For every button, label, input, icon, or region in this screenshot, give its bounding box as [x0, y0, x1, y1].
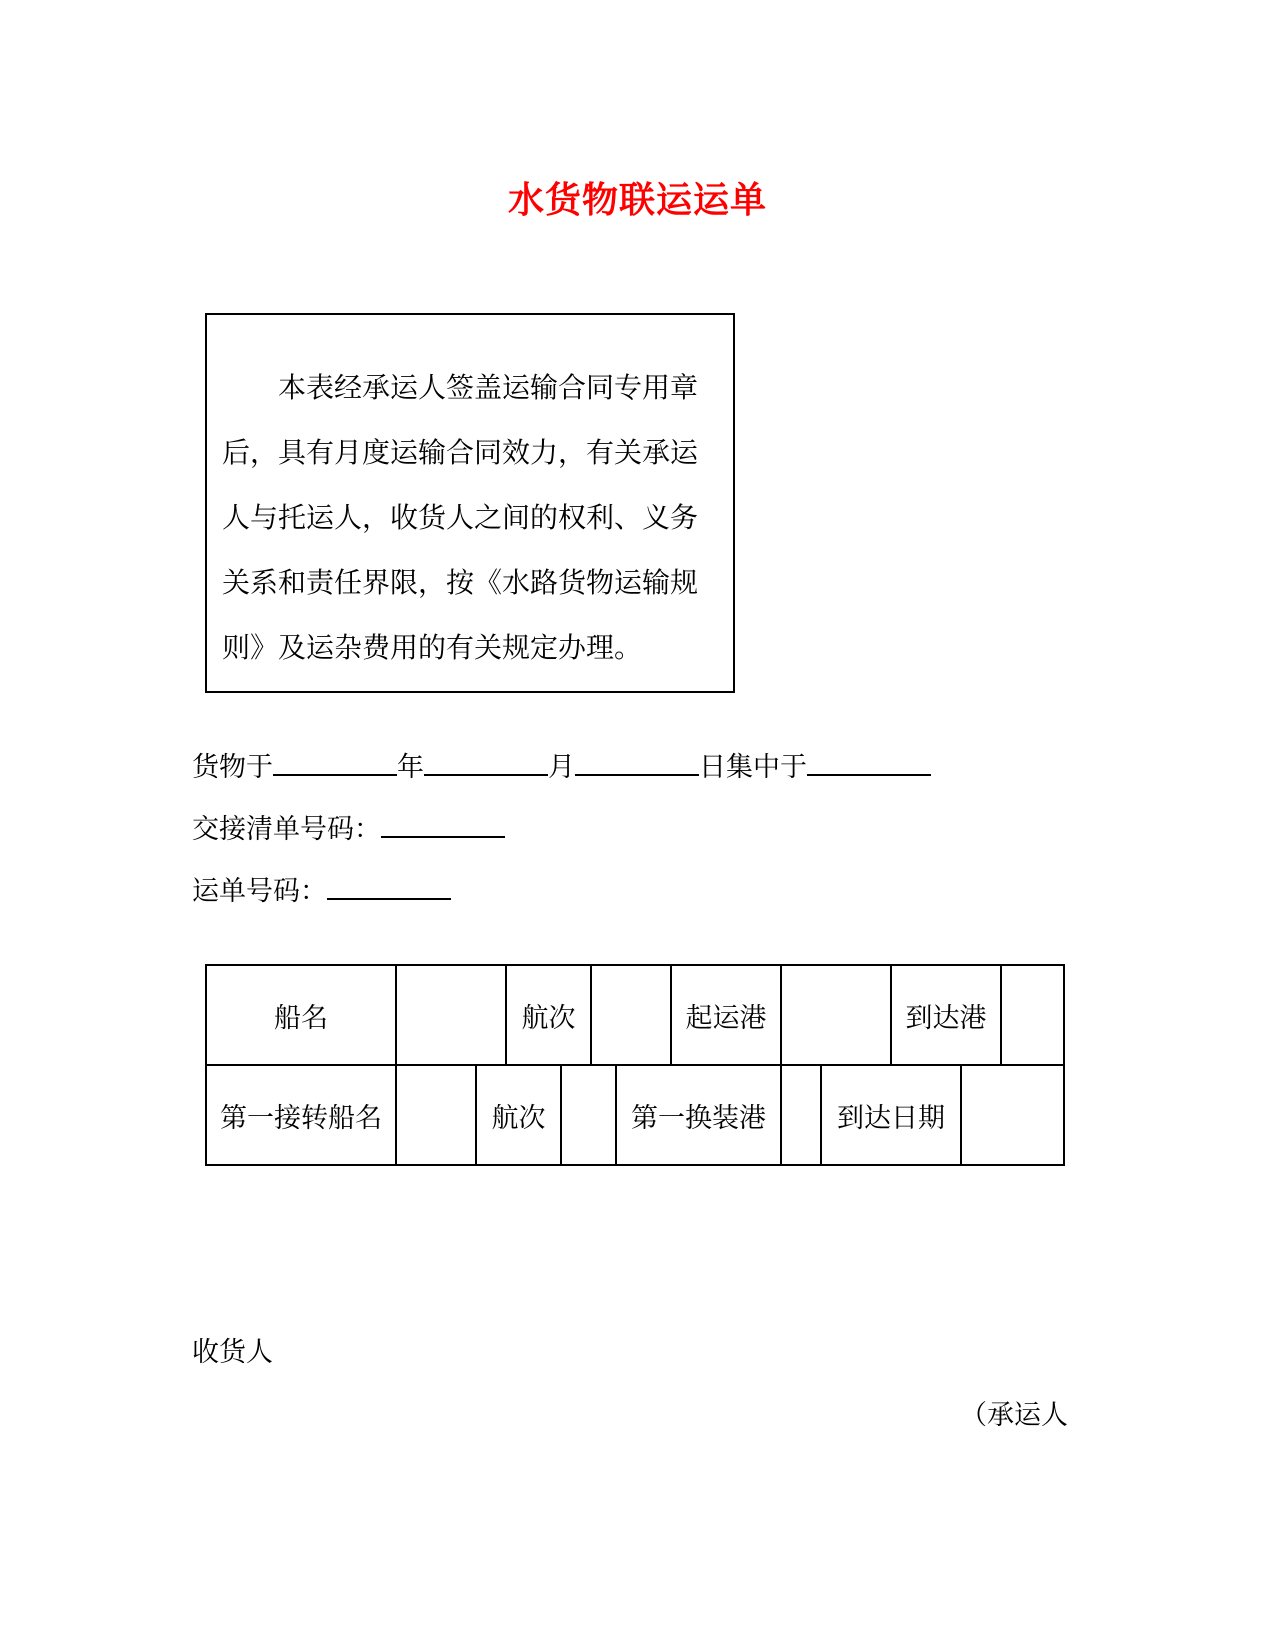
waybill-blank[interactable] — [327, 872, 451, 900]
cell-ship-name-value[interactable] — [397, 966, 507, 1064]
cell-destination-port-label: 到达港 — [892, 966, 1002, 1064]
month-label: 月 — [548, 752, 575, 783]
table-row-transfer — [207, 1066, 1063, 1164]
handover-line — [192, 776, 505, 847]
notice-line-4: 关系和责任界限，按《水路货物运输规 — [222, 566, 699, 599]
location-blank[interactable] — [807, 748, 931, 776]
cell-ship-name-label: 船名 — [207, 966, 397, 1064]
notice-line-5: 则》及运杂费用的有关规定办理。 — [222, 631, 643, 664]
notice-line-1: 本表经承运人签盖运输合同专用章 — [278, 371, 699, 404]
cell-transfer-voyage-label: 航次 — [477, 1066, 562, 1164]
cell-origin-port-label: 起运港 — [672, 966, 782, 1064]
notice-line-2: 后，具有月度运输合同效力，有关承运 — [222, 436, 699, 469]
year-label: 年 — [397, 752, 424, 783]
document-title: 水货物联运运单 — [507, 179, 767, 221]
month-blank[interactable] — [424, 748, 548, 776]
waybill-label: 运单号码： — [192, 876, 327, 907]
cell-origin-port-value[interactable] — [782, 966, 892, 1064]
waybill-line — [192, 838, 451, 909]
cell-transship-port-value[interactable] — [782, 1066, 822, 1164]
handover-label: 交接清单号码： — [192, 814, 381, 845]
year-blank[interactable] — [273, 748, 397, 776]
cell-voyage-value[interactable] — [592, 966, 672, 1064]
goods-date-line — [192, 714, 931, 785]
carrier-note: （承运人 — [960, 1400, 1068, 1431]
shipping-table — [205, 964, 1065, 1166]
cell-transfer-voyage-value[interactable] — [562, 1066, 617, 1164]
cell-transfer-ship-value[interactable] — [397, 1066, 477, 1164]
handover-blank[interactable] — [381, 810, 505, 838]
table-row-ship — [207, 966, 1063, 1066]
notice-line-3: 人与托运人，收货人之间的权利、义务 — [222, 501, 699, 534]
receiver-label: 收货人 — [192, 1337, 273, 1368]
day-collect-label: 日集中于 — [699, 752, 807, 783]
cell-arrival-date-label: 到达日期 — [822, 1066, 962, 1164]
cell-transship-port-label: 第一换装港 — [617, 1066, 782, 1164]
notice-text — [222, 355, 722, 680]
cell-arrival-date-value[interactable] — [962, 1066, 1063, 1164]
cell-destination-port-value[interactable] — [1002, 966, 1063, 1064]
cell-transfer-ship-label: 第一接转船名 — [207, 1066, 397, 1164]
day-blank[interactable] — [575, 748, 699, 776]
cell-voyage-label: 航次 — [507, 966, 592, 1064]
goods-prefix: 货物于 — [192, 752, 273, 783]
